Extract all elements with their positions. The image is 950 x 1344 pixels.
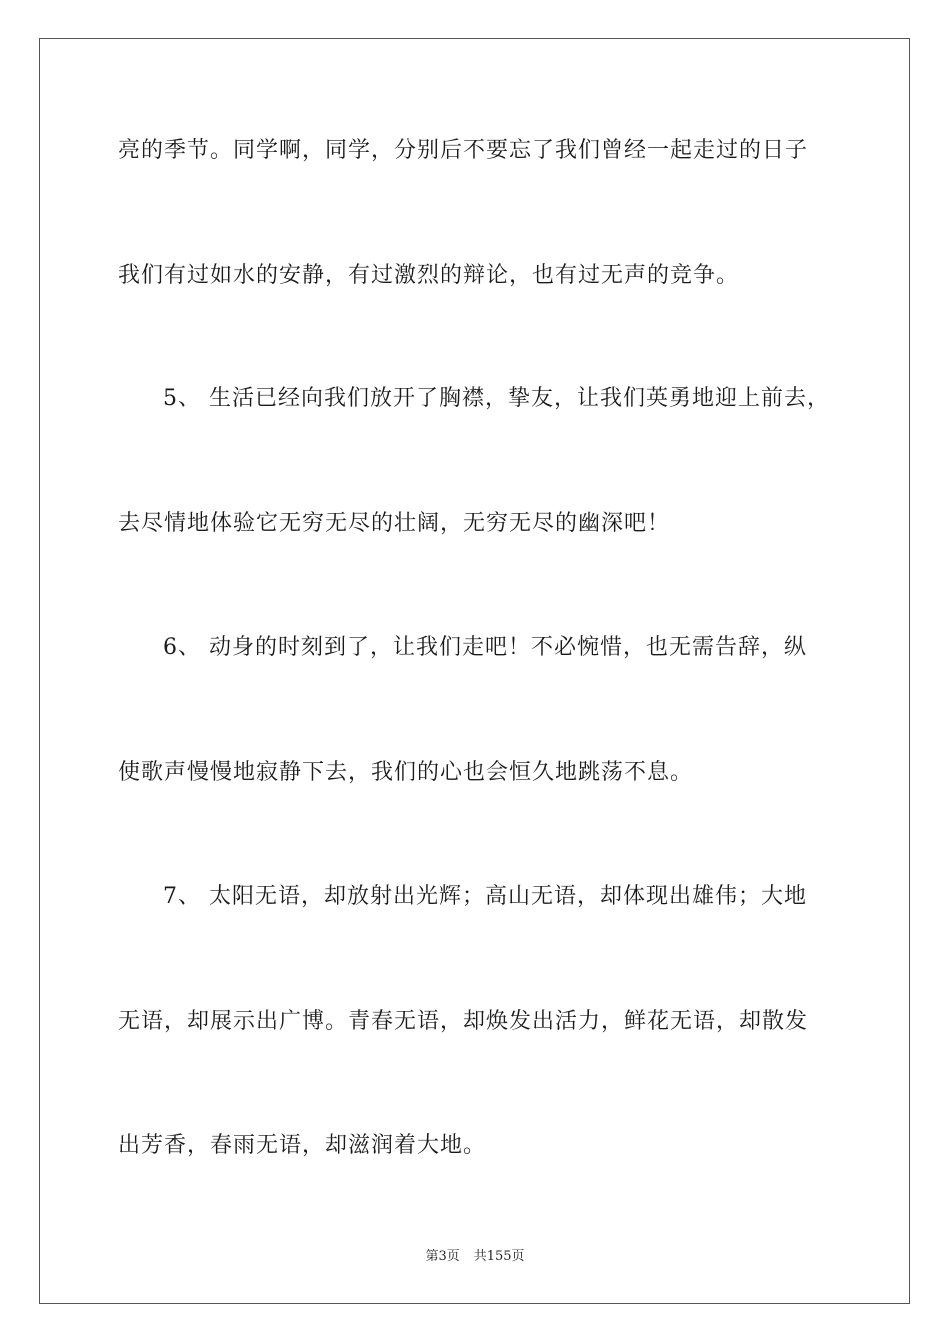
text-line-6: 使歌声慢慢地寂静下去，我们的心也会恒久地跳荡不息。 (118, 760, 694, 785)
text-line-9: 出芳香，春雨无语，却滋润着大地。 (118, 1133, 487, 1158)
page-number: 第3页 (425, 1249, 460, 1264)
text-line-8: 无语，却展示出广博。青春无语，却焕发出活力，鲜花无语，却散发 (118, 1009, 809, 1034)
page-total: 共155页 (473, 1249, 525, 1264)
page-border (39, 38, 910, 1304)
text-line-7: 7、 太阳无语，却放射出光辉；高山无语，却体现出雄伟；大地 (163, 884, 807, 909)
text-line-2: 我们有过如水的安静，有过激烈的辩论，也有过无声的竞争。 (118, 263, 740, 288)
text-line-5: 6、 动身的时刻到了，让我们走吧！不必惋惜，也无需告辞，纵 (163, 635, 807, 660)
text-line-4: 去尽情地体验它无穷无尽的壮阔，无穷无尽的幽深吧！ (118, 511, 671, 536)
page-footer (0, 1248, 950, 1266)
text-line-1: 亮的季节。同学啊，同学，分别后不要忘了我们曾经一起走过的日子 (118, 138, 809, 163)
text-line-3: 5、 生活已经向我们放开了胸襟，挚友，让我们英勇地迎上前去， (163, 386, 830, 411)
